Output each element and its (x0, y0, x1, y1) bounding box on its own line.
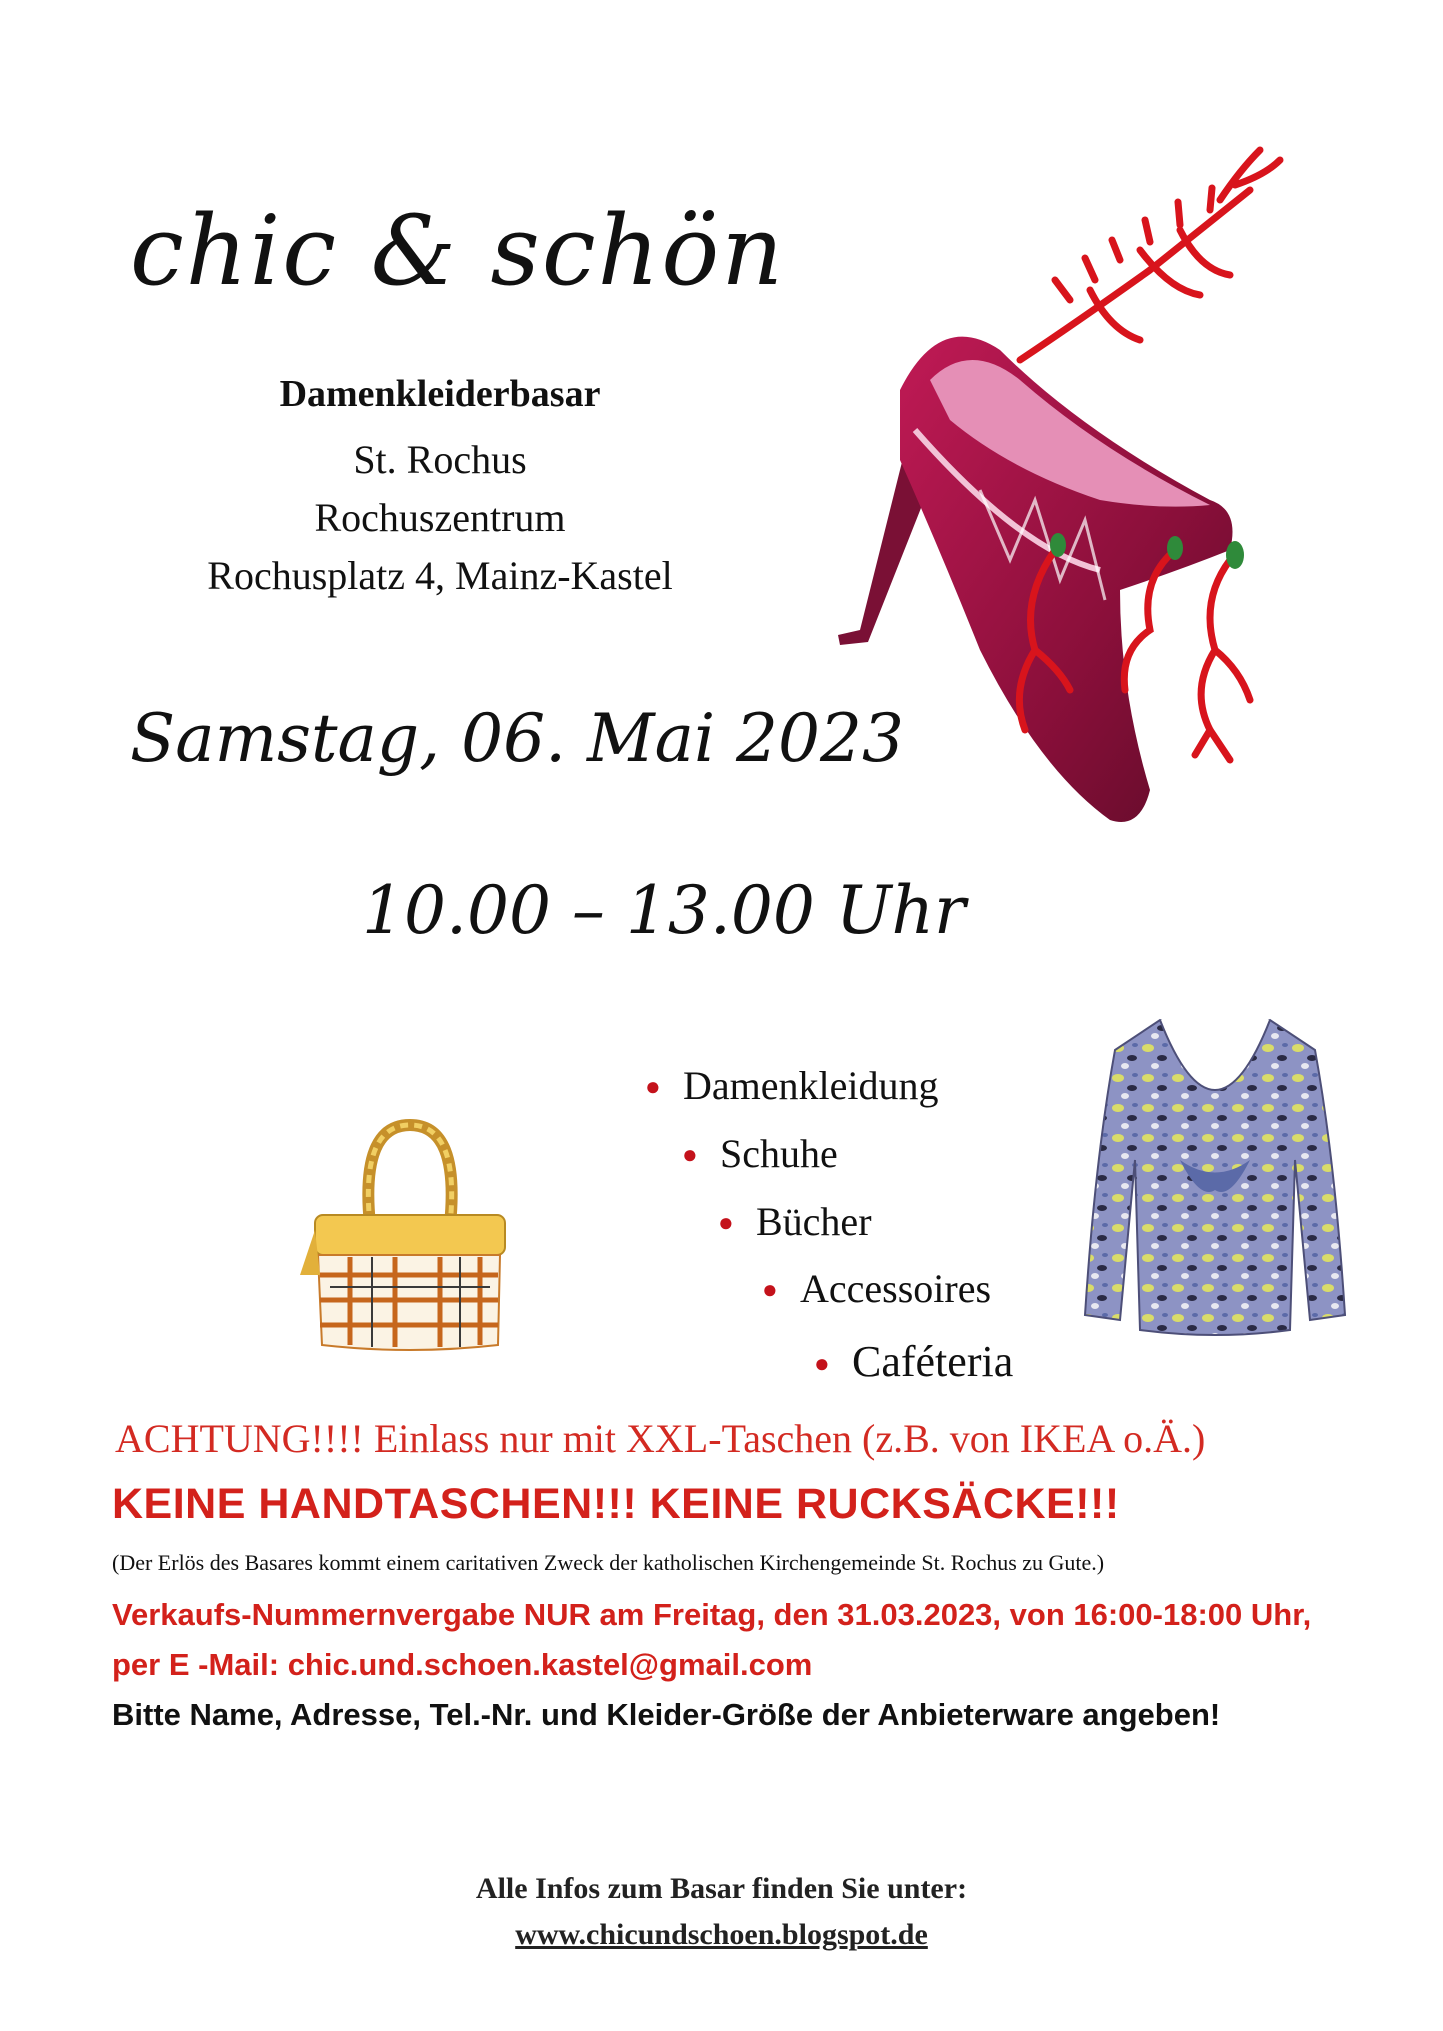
bullet-icon: ● (682, 1140, 698, 1169)
list-item-label: Bücher (756, 1199, 872, 1244)
list-item (762, 1265, 991, 1312)
list-item (682, 1130, 838, 1177)
bullet-icon: ● (645, 1072, 661, 1101)
event-name: Damenkleiderbasar (279, 373, 601, 415)
charity-note: (Der Erlös des Basares kommt einem caritativen Zweck der katholischen Kirchengemeinde St. Rochus zu Gute.) (112, 1550, 1105, 1575)
list-item-label: Damenkleidung (683, 1063, 939, 1108)
venue-address: Rochusplatz 4, Mainz-Kastel (207, 553, 673, 598)
venue-name: Rochuszentrum (314, 495, 566, 540)
event-date: Samstag, 06. Mai 2023 (130, 700, 905, 777)
registration-info: Verkaufs-Nummernvergabe NUR am Freitag, den 31.03.2023, von 16:00-18:00 Uhr, per E -Mail: chic.und.schoen.kastel@gmail.com (112, 1597, 1312, 1682)
list-item-label: Accessoires (800, 1266, 992, 1311)
blouse-image (1080, 1010, 1350, 1340)
list-item-label: Schuhe (720, 1131, 838, 1176)
no-bags-notice: KEINE HANDTASCHEN!!! KEINE RUCKSÄCKE!!! (112, 1480, 1120, 1528)
list-item (814, 1336, 1013, 1387)
event-time: 10.00 – 13.00 Uhr (362, 872, 966, 949)
bullet-icon: ● (718, 1208, 734, 1237)
handbag-image (300, 1115, 520, 1360)
registration-instructions: Bitte Name, Adresse, Tel.-Nr. und Kleider-Größe der Anbieterware angeben! (112, 1697, 1221, 1732)
parish-name: St. Rochus (353, 437, 527, 482)
footer-text: Alle Infos zum Basar finden Sie unter: (475, 1872, 968, 1905)
list-item-label: Caféteria (852, 1337, 1014, 1386)
list-item (718, 1198, 872, 1245)
poster-title: chic & schön (130, 195, 786, 307)
blog-link[interactable]: www.chicundschoen.blogspot.de (515, 1918, 928, 1951)
bullet-icon: ● (762, 1275, 778, 1304)
bullet-icon: ● (814, 1349, 830, 1378)
attention-notice: ACHTUNG!!!! Einlass nur mit XXL-Taschen (z.B. von IKEA o.Ä.) (115, 1416, 1206, 1461)
list-item (645, 1062, 939, 1109)
shoe-illustration (820, 130, 1300, 910)
